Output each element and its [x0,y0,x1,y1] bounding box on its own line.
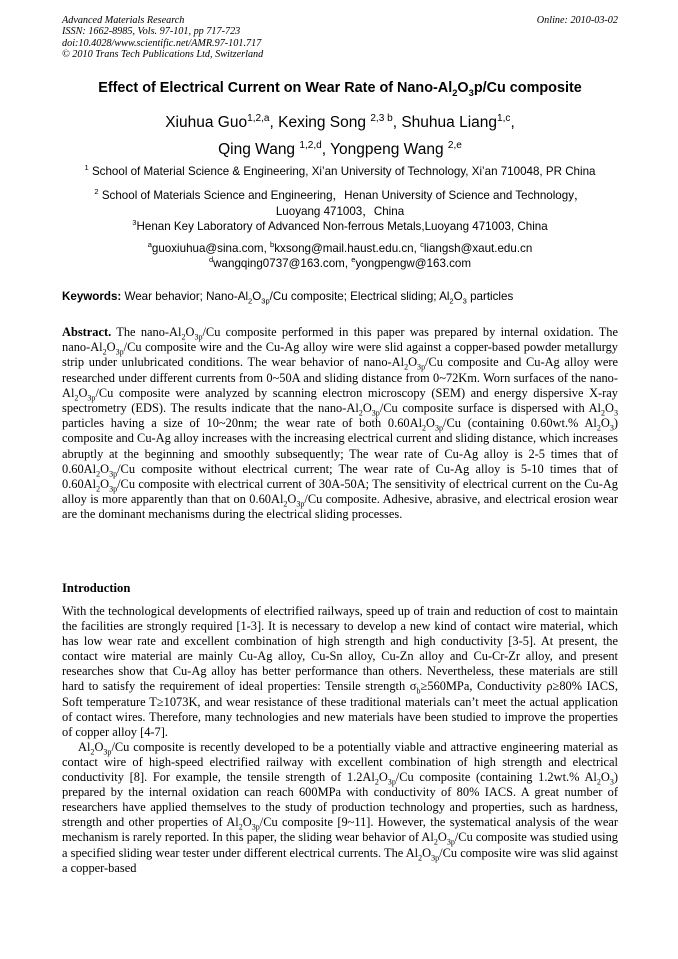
journal-doi: doi:10.4028/www.scientific.net/AMR.97-101.717 [62,37,262,49]
email-link[interactable]: guoxiuhua@sina.com, [151,242,271,255]
keywords-label: Keywords: [62,290,122,303]
author-name: Kexing Song [278,114,371,131]
author-name: Shuhua Liang [401,114,498,131]
author-name: Yongpeng Wang [330,141,448,158]
author-name: Qing Wang [218,141,300,158]
abstract: Abstract. The nano-$Al_2O_{3p}/Cu$ composite performed in this paper was prepared by internal oxidation. The nano-$Al_2O_{3p}/Cu$ composite wire and the Cu-Ag alloy wire were slid against a copper-based powder metallurgy strip under unlubricated conditions. The wear behavior of nano-$Al_2O_{3p}/Cu$ composite and Cu-Ag alloy were researched under different currents from 0~50A and sliding distance from 0~72Km. Worn surfaces of the nano-$Al_2O_{3p}/Cu$ composite were analyzed by scanning electron microscopy (SEM) and energy dispersive X-ray spectrometry (EDS). The results indicate that the nano-$Al_2O_{3p}/Cu$ composite surface is dispersed with $Al_2O_3$ particles having a size of 10~20nm; the wear rate of both $0.60Al_2O_{3p}/Cu$ (containing 0.60wt.% $Al_2O_3$) composite and Cu-Ag alloy increases with the increasing electrical current and sliding distance, which increases abruptly at the beginning and smoothly subsequently; The wear rate of Cu-Ag alloy is 2-5 times that of $0.60Al_2O_{3p}/Cu$ composite without electrical current; The wear rate of Cu-Ag alloy is 5-10 times that of $0.60Al_2O_{3p}/Cu$ composite with electrical current of 30A-50A; The sensitivity of electrical current on the Cu-Ag alloy is more apparently than that on $0.60Al_2O_{3p}/Cu$ composite. Adhesive, abrasive, and electrical erosion wear are the dominant mechanisms during the electrical sliding processes. [62,325,619,522]
paper-title: Effect of Electrical Current on Wear Rate of Nano-$Al_2O_3p/Cu$ composite [98,80,582,98]
journal-name: Advanced Materials Research [62,15,185,26]
author-name: Xiuhua Guo [165,114,248,131]
journal-copyright: © 2010 Trans Tech Publications Ltd, Switzerland [62,48,264,60]
author-line-1: Xiuhua Guo$^{1,2,a}$, Kexing Song $^{2,3 b}$, Shuhua Liang$^{1,c}$, [165,112,515,131]
intro-paragraph-1: With the technological developments of electrified railways, speed up of train and reduction of cost to maintain the facilities are strongly required [1-3]. It is necessary to develop a new kind of contact wire material, which has low wear rate and excellent combination of high strength and high conductivity [3-5]. At present, the contact wire material are mainly Cu-Ag alloy, Cu-Sn alloy, Cu-Zn alloy and Cu-Cr-Zr alloy, and present researches show that Cu-Ag alloy has better performance than others. Nevertheless, these materials are still hard to satisfy the requirement of ideal properties: Tensile strength $\sigma_b\ge 560MPa$, Conductivity ρ≥80% IACS, Soft temperature T≥1073K, and wear resistance of these traditional materials can’t meet the actual application of contact wires. Therefore, many technologies and new materials have been studied to improve the properties of copper alloy [4-7]. [62,604,618,739]
email-line-1: $^a$guoxiuhua@sina.com, $^b$kxsong@mail.haust.edu.cn, $^c$liangsh@xaut.edu.cn [147,240,533,255]
introduction-body [62,604,618,876]
email-link[interactable]: liangsh@xaut.edu.cn [423,242,533,255]
journal-issn: ISSN: 1662-8985, Vols. 97-101, pp 717-723 [62,26,241,38]
email-link[interactable]: yongpengw@163.com [355,257,472,270]
online-date: Online: 2010-03-02 [536,15,618,26]
affiliation-3: $^3$Henan Key Laboratory of Advanced Non-ferrous Metals,Luoyang 471003, China [132,218,548,233]
section-heading-introduction: Introduction [62,581,131,595]
email-line-2: $^d$wangqing0737@163.com, $^e$yongpengw@163.com [208,255,472,270]
keywords: Keywords: Wear behavior; Nano-$Al_2O_{3p}/Cu$ composite; Electrical sliding; $Al_2O_3$ particles [62,290,514,306]
intro-paragraph-2: $Al_2O_{3p}/Cu$ composite is recently developed to be a potentially viable and attractive engineering material as contact wire of high-speed electrified railway with excellent combination of high strength and electrical conductivity [8]. For example, the tensile strength of $1.2Al_2O_{3p}/Cu$ composite (containing 1.2wt.% $Al_2O_3$) prepared by the internal oxidation can reach 600MPa with conductivity of 80% IACS. A great number of researchers have applied themselves to the study of production technology and properties, such as hardness, strength and other properties of $Al_2O_{3p}/Cu$ composite [9~11]. However, the systematical analysis of the wear mechanism is rarely reported. In this paper, the sliding wear behavior of $Al_2O_{3p}/Cu$ composite was studied using a specified sliding wear tester under different electrical currents. The $Al_2O_{3p}/Cu$ composite wire was slid against a copper-based [62,739,619,875]
email-link[interactable]: wangqing0737@163.com, [213,257,352,270]
author-line-2: Qing Wang $^{1,2,d}$, Yongpeng Wang $^{2,e}$ [218,139,462,158]
email-link[interactable]: kxsong@mail.haust.edu.cn, [274,242,421,255]
affiliation-1: $^1$ School of Material Science & Engineering, Xi’an University of Technology, Xi’an 710048, PR China [84,163,596,178]
affiliation-2: $^2$ School of Materials Science and Engineering，Henan University of Science and Technology， Luoyang 471003，China [94,187,586,218]
journal-header [62,15,618,60]
abstract-label: Abstract. [62,325,112,339]
